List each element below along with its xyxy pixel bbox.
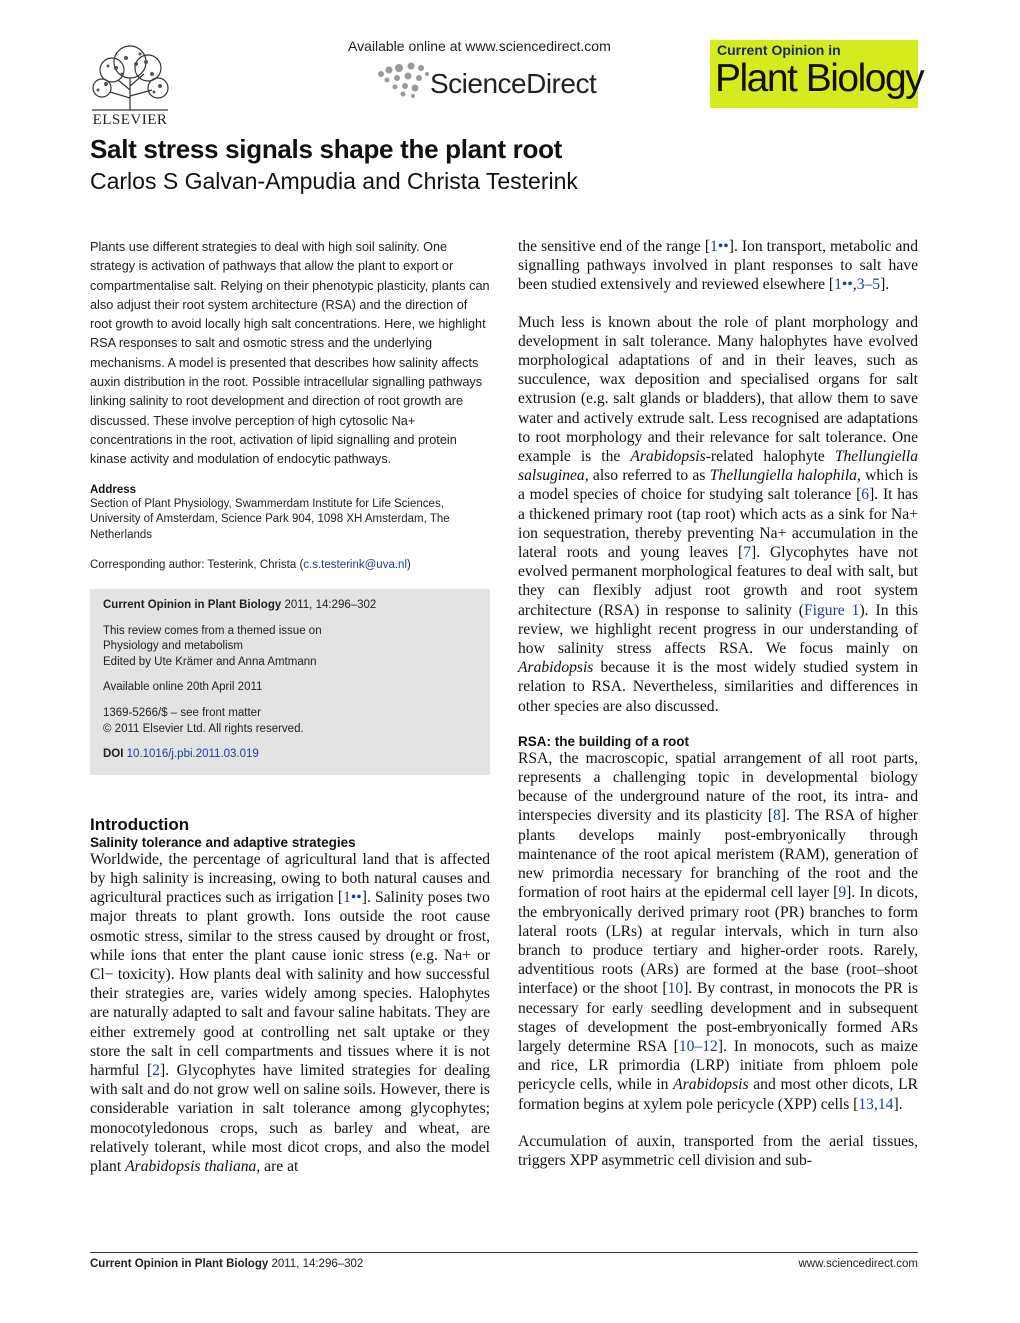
footer-divider [90,1252,918,1253]
introduction-section [90,815,490,1176]
footer-citation [90,1258,363,1270]
footer-citation-details: 2011, 14:296–302 [268,1258,364,1270]
citation-link[interactable]: 2 [152,1062,160,1080]
citation-link[interactable]: 7 [743,544,752,562]
sciencedirect-wordmark: ScienceDirect [430,68,597,99]
citation-link[interactable]: 3–5 [856,276,881,294]
journal-logo-top: Current Opinion in [717,42,841,58]
right-body [518,237,918,716]
article-authors: Carlos S Galvan-Ampudia and Christa Testerink [90,168,578,194]
article-info-box [90,589,490,775]
corresponding-author [90,559,490,571]
salinity-subheading: Salinity tolerance and adaptive strategies [90,834,356,850]
info-issn: 1369-5266/$ – see front matter [103,707,261,720]
info-theme-line1: This review comes from a themed issue on [103,624,322,637]
footer-url[interactable]: www.sciencedirect.com [798,1258,918,1270]
left-column [90,238,490,1176]
elsevier-logo [88,40,172,130]
info-citation-details: 2011, 14:296–302 [281,599,377,612]
introduction-body [90,850,490,1176]
corresponding-suffix: ) [407,559,411,572]
article-title: Salt stress signals shape the plant root [90,134,563,164]
right-column [518,237,918,1170]
citation-link[interactable]: 9 [838,884,847,902]
info-citation [103,598,478,614]
rsa-paragraph-1: RSA, the macroscopic, spatial arrangement of all root parts, represents a challenging topic in developmental biology because of the underground nature of the root, its intra- and interspecies diversity and its plasticity [8]. The RSA of higher plants develops mainly post-embryonically through maintenance of the root apical meristem (RAM), generation of new primordia necessary for branching of the root and the formation of root hairs at the epidermal cell layer [9]. In dicots, the embryonically derived primary root (PR) branches to form lateral roots (LRs) at regular intervals, which in turn also branch to produce tertiary and higher-order roots. Rarely, adventitious roots (ARs) are formed at the base (root–shoot interface) or the shoot [10]. By contrast, in monocots the PR is necessary for early seedling development and in subsequent stages of development the post-embryonically formed ARs largely determine RSA [10–12]. In monocots, such as maize and rice, LR primordia (LRP) initiate from phloem pole pericycle cells, while in Arabidopsis and most other dicots, LR formation begins at xylem pole pericycle (XPP) cells [13,14]. [518,749,918,1113]
author-email-link[interactable]: c.s.testerink@uva.nl [303,559,407,572]
footer-journal: Current Opinion in Plant Biology [90,1258,269,1270]
elsevier-tree-icon [88,40,172,112]
address-heading: Address [90,483,137,496]
species-name: Arabidopsis [630,448,706,466]
species-name: Arabidopsis [673,1076,749,1094]
citation-link[interactable]: 13,14 [858,1095,894,1113]
info-editors: Edited by Ute Krämer and Anna Amtmann [103,655,317,668]
species-name: Arabidopsis [518,659,594,677]
info-theme-line2: Physiology and metabolism [103,640,243,653]
citation-link[interactable]: 8 [773,807,781,825]
rsa-paragraph-2: Accumulation of auxin, transported from the aerial tissues, triggers XPP asymmetric cell division and sub- [518,1132,918,1169]
species-name: Arabidopsis thaliana [125,1158,257,1176]
species-name: Thellungiella salsuginea [518,448,918,485]
citation-link[interactable]: 6 [861,486,870,504]
journal-logo-bottom: Plant Biology [715,57,924,100]
citation-link[interactable]: 1•• [710,238,729,255]
info-doi-label: DOI [103,748,124,761]
abstract: Plants use different strategies to deal with high soil salinity. One strategy is activation of pathways that allow the plant to export or compartmentalise salt. Relying on their phenotypic plasticity, plants can also adjust their root system architecture (RSA) and the direction of root growth to avoid locally high salt concentrations. Here, we highlight RSA responses to salt and osmotic stress and the underlying mechanisms. A model is presented that describes how salinity affects auxin distribution in the root. Possible intracellular signalling pathways linking salinity to root development and direction of root growth are discussed. These involve perception of high cytosolic Na+ concentrations in the root, activation of lipid signalling and protein kinase activity and modulation of endocytic pathways. [90,240,490,467]
citation-link[interactable]: 10 [667,980,684,998]
info-doi [103,747,478,763]
publisher-name: ELSEVIER [92,112,168,128]
rsa-heading: RSA: the building of a root [518,733,689,749]
info-copyright: © 2011 Elsevier Ltd. All rights reserved. [103,722,304,735]
citation-link[interactable]: 1•• [834,276,853,294]
figure-link[interactable]: Figure 1 [803,601,860,619]
rsa-body [518,749,918,1170]
journal-logo [710,40,924,108]
sciencedirect-logo[interactable] [375,60,615,104]
address-text: Section of Plant Physiology, Swammerdam Institute for Life Sciences, University of Amsterdam, Science Park 904, 1098 XH Amsterdam, The Netherlands [90,497,450,541]
introduction-heading: Introduction [90,814,190,834]
right-paragraph-1: the sensitive end of the range [1••]. Ion transport, metabolic and signalling pathways involved in plant responses to salt have been studied extensively and reviewed elsewhere [1••,3–5]. [518,238,918,294]
right-paragraph-2: Much less is known about the role of plant morphology and development in salt tolerance. Many halophytes have evolved morphological adaptations of and in their leaves, such as succulence, wax deposition and specialised organs for salt extrusion (e.g. salt glands or bladders), that allow them to save water and actively extrude salt. Less recognised are adaptations to root morphology and their relevance for salt tolerance. One example is the Arabidopsis-related halophyte Thellungiella salsuginea, also referred to as Thellungiella halophila, which is a model species of choice for studying salt tolerance [6]. It has a thickened primary root (tap root) which acts as a sink for Na+ ion sequestration, thereby preventing Na+ accumulation in the lateral roots and young leaves [7]. Glycophytes have not evolved permanent morphological features to deal with salt, but they can flexibly adjust root growth and root system architecture (RSA) in response to salinity (Figure 1). In this review, we highlight recent progress in our understanding of how salinity stress affects RSA. We focus mainly on Arabidopsis because it is the most widely studied system in relation to RSA. Nevertheless, similarities and differences in other species are also discussed. [518,313,919,715]
doi-link[interactable]: 10.1016/j.pbi.2011.03.019 [126,748,259,761]
species-name: Thellungiella halophila [709,467,857,485]
info-journal-name: Current Opinion in Plant Biology [103,599,282,612]
intro-paragraph-1: Worldwide, the percentage of agricultural land that is affected by high salinity is increasing, owing to both natural causes and agricultural practices such as irrigation [1••]. Salinity poses two major threats to plant growth. Ions outside the root cause osmotic stress, similar to the stress caused by drought or frost, while ions that enter the plant cause ionic stress (e.g. Na+ or Cl− toxicity). How plants deal with salinity and how successful their strategies are, varies widely among species. Halophytes are naturally adapted to salt and favour saline habitats. They are either extremely good at controlling net salt uptake or they store the salt in cell compartments and tissues where it is not harmful [2]. Glycophytes have limited strategies for dealing with salt and do not grow well on saline soils. However, there is considerable variation in salt tolerance among glycophytes; monocotyledonous crops, such as barley and wheat, are relatively tolerant, while most dicot crops, and also the model plant Arabidopsis thaliana, are at [90,850,490,1176]
citation-link[interactable]: 1•• [343,889,362,907]
available-online-text[interactable]: Available online at www.sciencedirect.com [348,38,611,54]
sciencedirect-dots-icon [375,60,433,100]
corresponding-prefix: Corresponding author: Testerink, Christa ( [90,559,304,572]
citation-link[interactable]: 10–12 [678,1037,718,1055]
info-available-date: Available online 20th April 2011 [103,681,263,694]
